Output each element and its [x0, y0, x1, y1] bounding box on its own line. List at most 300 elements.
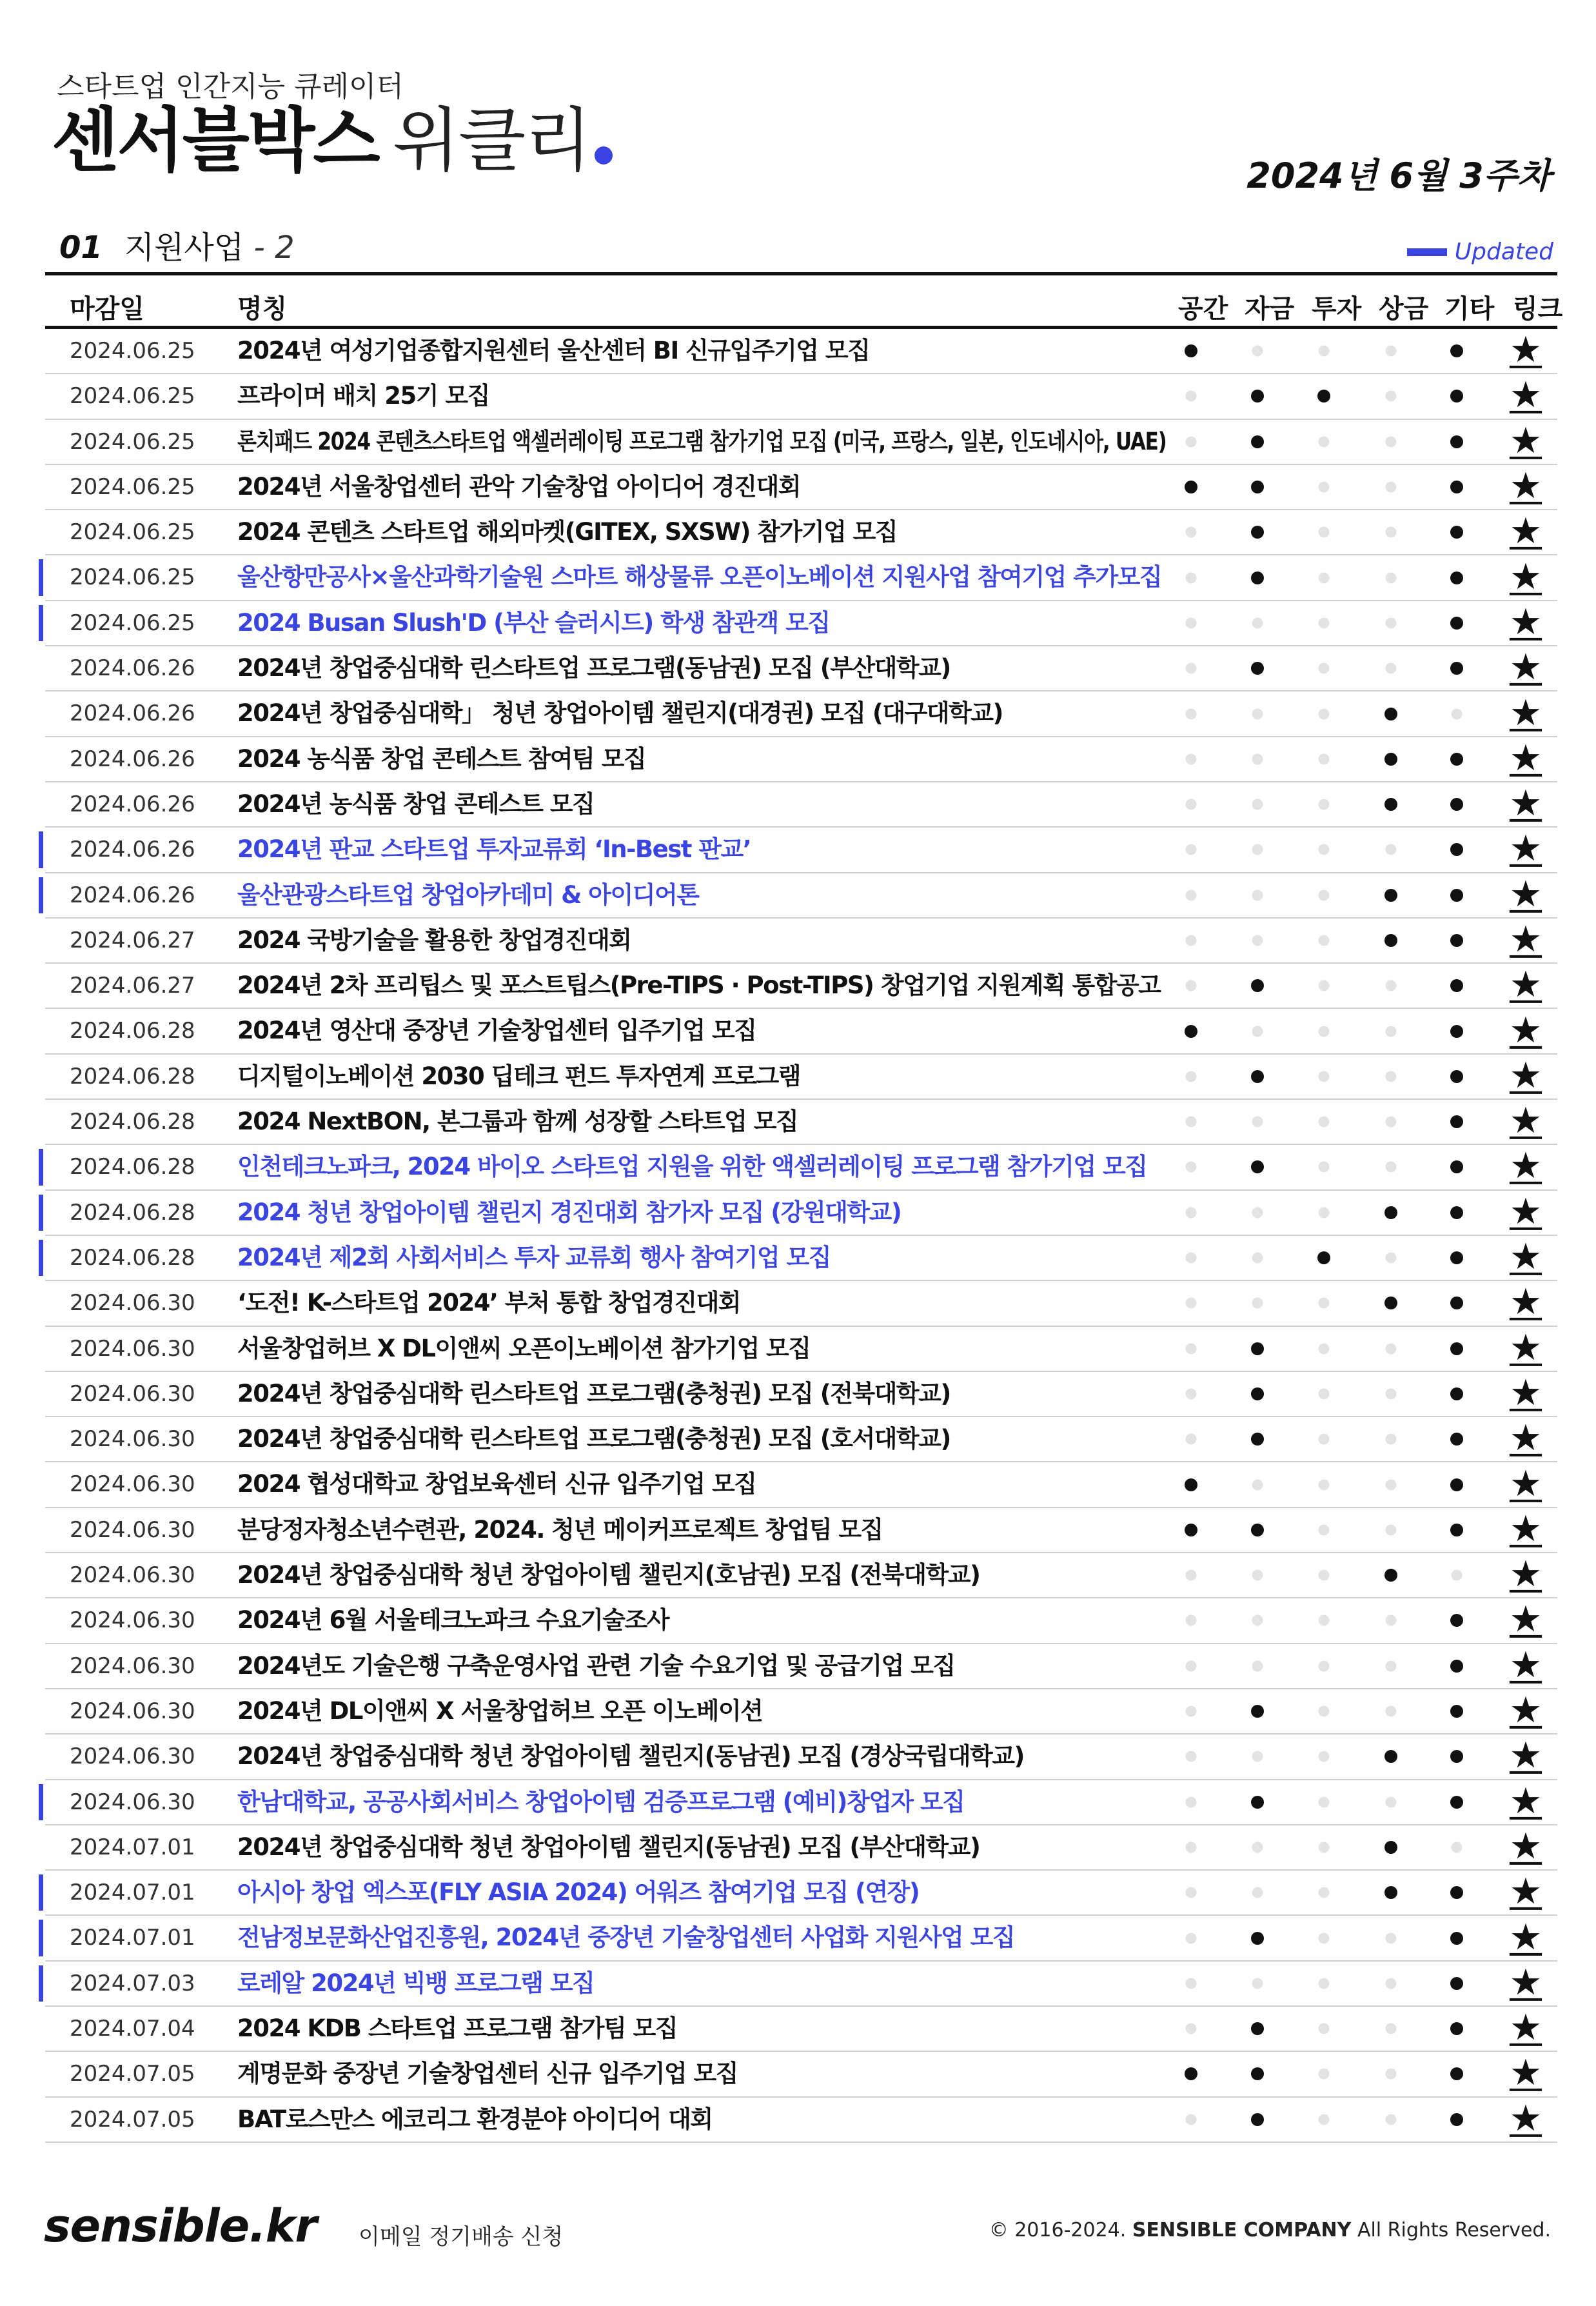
- prize-dot-icon: [1384, 1841, 1397, 1854]
- deadline-date: 2024.06.30: [70, 1380, 195, 1407]
- fund-dot-icon: [1251, 2067, 1264, 2080]
- link-star-icon[interactable]: ★: [1509, 1100, 1542, 1142]
- space-empty-dot-icon: [1186, 1253, 1197, 1264]
- deadline-date: 2024.06.30: [70, 1516, 195, 1543]
- deadline-date: 2024.06.28: [70, 1199, 195, 1226]
- prize-empty-dot-icon: [1386, 1343, 1397, 1354]
- etc-dot-icon: [1450, 1433, 1463, 1446]
- fund-empty-dot-icon: [1252, 753, 1263, 764]
- table-row: [45, 1372, 1557, 1417]
- fund-empty-dot-icon: [1252, 844, 1263, 855]
- program-table: [45, 272, 1563, 2143]
- link-star-icon[interactable]: ★: [1509, 1598, 1542, 1641]
- program-name: 2024 KDB 스타트업 프로그램 참가팀 모집: [237, 2014, 678, 2042]
- program-name: 분당정자청소년수련관, 2024. 청년 메이커프로젝트 창업팀 모집: [237, 1515, 883, 1544]
- space-empty-dot-icon: [1186, 1388, 1197, 1399]
- fund-dot-icon: [1251, 481, 1264, 493]
- table-row: [45, 510, 1557, 555]
- link-star-icon[interactable]: ★: [1509, 1825, 1542, 1867]
- fund-empty-dot-icon: [1252, 1887, 1263, 1898]
- link-star-icon[interactable]: ★: [1509, 555, 1542, 598]
- space-dot-icon: [1185, 2067, 1197, 2080]
- link-star-icon[interactable]: ★: [1509, 1281, 1542, 1324]
- link-star-icon[interactable]: ★: [1509, 1916, 1542, 1958]
- program-name: 2024 콘텐츠 스타트업 해외마켓(GITEX, SXSW) 참가기업 모집: [237, 518, 898, 546]
- prize-empty-dot-icon: [1386, 1117, 1397, 1128]
- deadline-date: 2024.06.30: [70, 1471, 195, 1498]
- deadline-date: 2024.06.25: [70, 610, 195, 636]
- program-name: 계명문화 중장년 기술창업센터 신규 입주기업 모집: [237, 2060, 738, 2088]
- table-row: [45, 1598, 1557, 1644]
- program-name: 전남정보문화산업진흥원, 2024년 중장년 기술창업센터 사업화 지원사업 모집: [237, 1923, 1015, 1952]
- prize-empty-dot-icon: [1386, 527, 1397, 538]
- link-star-icon[interactable]: ★: [1509, 1417, 1542, 1460]
- etc-dot-icon: [1450, 1115, 1463, 1128]
- prize-dot-icon: [1384, 1569, 1397, 1582]
- link-star-icon[interactable]: ★: [1509, 828, 1542, 870]
- invest-empty-dot-icon: [1319, 1796, 1330, 1807]
- deadline-date: 2024.06.26: [70, 746, 195, 772]
- footer-logo[interactable]: sensible.kr: [44, 2200, 317, 2252]
- table-row: [45, 691, 1557, 737]
- link-star-icon[interactable]: ★: [1509, 1054, 1542, 1097]
- deadline-date: 2024.06.25: [70, 383, 195, 410]
- invest-empty-dot-icon: [1319, 844, 1330, 855]
- section-subtitle: - 2: [244, 230, 295, 266]
- fund-empty-dot-icon: [1252, 1207, 1263, 1218]
- prize-empty-dot-icon: [1386, 1524, 1397, 1535]
- deadline-date: 2024.06.28: [70, 1154, 195, 1180]
- link-star-icon[interactable]: ★: [1509, 1644, 1542, 1686]
- link-star-icon[interactable]: ★: [1509, 1235, 1542, 1278]
- etc-dot-icon: [1450, 617, 1463, 630]
- program-name: ‘도전! K-스타트업 2024’ 부처 통합 창업경진대회: [237, 1289, 741, 1317]
- table-row: [45, 1871, 1557, 1916]
- link-star-icon[interactable]: ★: [1509, 329, 1542, 372]
- table-row: [45, 2007, 1557, 2052]
- space-empty-dot-icon: [1186, 436, 1197, 447]
- program-name: 2024 농식품 창업 콘테스트 참여팀 모집: [237, 744, 646, 773]
- deadline-date: 2024.06.26: [70, 837, 195, 863]
- link-star-icon[interactable]: ★: [1509, 1780, 1542, 1822]
- table-row: [45, 1462, 1557, 1507]
- invest-empty-dot-icon: [1319, 1524, 1330, 1535]
- link-star-icon[interactable]: ★: [1509, 1734, 1542, 1777]
- invest-empty-dot-icon: [1319, 2114, 1330, 2125]
- header-etc: 기타: [1444, 294, 1495, 324]
- program-name: 2024년 농식품 창업 콘테스트 모집: [237, 790, 595, 818]
- space-empty-dot-icon: [1186, 1842, 1197, 1853]
- fund-dot-icon: [1251, 979, 1264, 992]
- prize-dot-icon: [1384, 798, 1397, 811]
- link-star-icon[interactable]: ★: [1509, 1689, 1542, 1731]
- link-star-icon[interactable]: ★: [1509, 1009, 1542, 1051]
- fund-empty-dot-icon: [1252, 1117, 1263, 1128]
- deadline-date: 2024.06.27: [70, 973, 195, 999]
- space-empty-dot-icon: [1186, 1660, 1197, 1671]
- program-name: 프라이머 배치 25기 모집: [237, 382, 489, 410]
- prize-empty-dot-icon: [1386, 391, 1397, 402]
- etc-dot-icon: [1450, 526, 1463, 539]
- prize-empty-dot-icon: [1386, 1388, 1397, 1399]
- table-row: [45, 646, 1557, 691]
- invest-empty-dot-icon: [1319, 1978, 1330, 1989]
- link-star-icon[interactable]: ★: [1509, 419, 1542, 462]
- table-row: [45, 1916, 1557, 1961]
- deadline-date: 2024.06.28: [70, 1018, 195, 1044]
- etc-dot-icon: [1450, 979, 1463, 992]
- link-star-icon[interactable]: ★: [1509, 1871, 1542, 1913]
- copyright-prefix: © 2016-2024.: [989, 2219, 1127, 2241]
- fund-empty-dot-icon: [1252, 1298, 1263, 1309]
- space-dot-icon: [1185, 1524, 1197, 1536]
- space-empty-dot-icon: [1186, 2114, 1197, 2125]
- etc-dot-icon: [1450, 390, 1463, 403]
- fund-empty-dot-icon: [1252, 1978, 1263, 1989]
- space-empty-dot-icon: [1186, 1615, 1197, 1626]
- prize-empty-dot-icon: [1386, 2114, 1397, 2125]
- table-row: [45, 1962, 1557, 2007]
- space-empty-dot-icon: [1186, 572, 1197, 583]
- invest-empty-dot-icon: [1319, 1343, 1330, 1354]
- etc-empty-dot-icon: [1452, 1842, 1463, 1853]
- link-star-icon[interactable]: ★: [1509, 918, 1542, 960]
- prize-dot-icon: [1384, 934, 1397, 947]
- invest-empty-dot-icon: [1319, 2023, 1330, 2034]
- table-row: [45, 555, 1557, 601]
- program-name: BAT로스만스 에코리그 환경분야 아이디어 대회: [237, 2105, 713, 2133]
- etc-dot-icon: [1450, 1660, 1463, 1673]
- program-name: 2024년 2차 프리팁스 및 포스트팁스(Pre-TIPS · Post-TIPS) 창업기업 지원계획 통합공고: [237, 971, 1161, 1000]
- prize-empty-dot-icon: [1386, 1978, 1397, 1989]
- link-star-icon[interactable]: ★: [1509, 1507, 1542, 1550]
- table-row: [45, 964, 1557, 1009]
- program-name: 2024년 6월 서울테크노파크 수요기술조사: [237, 1606, 669, 1635]
- etc-dot-icon: [1450, 889, 1463, 902]
- table-row: [45, 1734, 1557, 1780]
- fund-dot-icon: [1251, 435, 1264, 448]
- header-name: 명칭: [237, 294, 288, 324]
- link-star-icon[interactable]: ★: [1509, 691, 1542, 734]
- prize-empty-dot-icon: [1386, 1253, 1397, 1264]
- link-star-icon[interactable]: ★: [1509, 1326, 1542, 1369]
- fund-dot-icon: [1251, 572, 1264, 584]
- link-star-icon[interactable]: ★: [1509, 2007, 1542, 2049]
- space-empty-dot-icon: [1186, 1298, 1197, 1309]
- link-star-icon[interactable]: ★: [1509, 2097, 1542, 2140]
- etc-dot-icon: [1450, 1886, 1463, 1899]
- fund-dot-icon: [1251, 1796, 1264, 1809]
- program-name: 2024년 창업중심대학 청년 창업아이템 챌린지(동남권) 모집 (부산대학교): [237, 1833, 980, 1861]
- etc-dot-icon: [1450, 344, 1463, 357]
- prize-empty-dot-icon: [1386, 1933, 1397, 1943]
- section-heading: [59, 223, 295, 267]
- invest-empty-dot-icon: [1319, 1842, 1330, 1853]
- section-title: 지원사업: [124, 230, 244, 266]
- prize-empty-dot-icon: [1386, 980, 1397, 991]
- deadline-date: 2024.06.28: [70, 1244, 195, 1271]
- program-name: 2024년 여성기업종합지원센터 울산센터 BI 신규입주기업 모집: [237, 337, 870, 364]
- space-empty-dot-icon: [1186, 799, 1197, 810]
- etc-dot-icon: [1450, 2067, 1463, 2080]
- program-name: 한남대학교, 공공사회서비스 창업아이템 검증프로그램 (예비)창업자 모집: [237, 1787, 965, 1816]
- deadline-date: 2024.06.26: [70, 791, 195, 817]
- deadline-date: 2024.06.30: [70, 1653, 195, 1679]
- space-empty-dot-icon: [1186, 1570, 1197, 1581]
- space-empty-dot-icon: [1186, 391, 1197, 402]
- prize-empty-dot-icon: [1386, 1071, 1397, 1082]
- prize-dot-icon: [1384, 753, 1397, 766]
- header-date: 마감일: [70, 294, 144, 324]
- program-name: 2024년 창업중심대학 린스타트업 프로그램(충청권) 모집 (호서대학교): [237, 1425, 951, 1453]
- fund-dot-icon: [1251, 1705, 1264, 1718]
- deadline-date: 2024.07.05: [70, 2106, 195, 2132]
- link-star-icon[interactable]: ★: [1509, 1961, 1542, 2003]
- updated-label: Updated: [1454, 239, 1553, 265]
- fund-empty-dot-icon: [1252, 346, 1263, 357]
- program-name: 2024년 창업중심대학」 청년 창업아이템 챌린지(대경권) 모집 (대구대학교): [237, 699, 1003, 728]
- fund-dot-icon: [1251, 1932, 1264, 1945]
- etc-dot-icon: [1450, 2113, 1463, 2126]
- prize-empty-dot-icon: [1386, 1026, 1397, 1037]
- link-star-icon[interactable]: ★: [1509, 646, 1542, 689]
- brand-title: [52, 101, 613, 181]
- space-empty-dot-icon: [1186, 980, 1197, 991]
- header-prize: 상금: [1379, 294, 1429, 324]
- deadline-date: 2024.06.30: [70, 1744, 195, 1770]
- link-star-icon[interactable]: ★: [1509, 2052, 1542, 2094]
- space-empty-dot-icon: [1186, 1207, 1197, 1218]
- space-empty-dot-icon: [1186, 2023, 1197, 2034]
- link-star-icon[interactable]: ★: [1509, 601, 1542, 643]
- invest-empty-dot-icon: [1319, 1751, 1330, 1762]
- etc-dot-icon: [1450, 1206, 1463, 1219]
- invest-empty-dot-icon: [1319, 617, 1330, 628]
- invest-empty-dot-icon: [1319, 1071, 1330, 1082]
- invest-empty-dot-icon: [1319, 1298, 1330, 1309]
- space-empty-dot-icon: [1186, 753, 1197, 764]
- table-row: [45, 1508, 1557, 1553]
- invest-empty-dot-icon: [1319, 708, 1330, 719]
- fund-empty-dot-icon: [1252, 708, 1263, 719]
- prize-empty-dot-icon: [1386, 617, 1397, 628]
- etc-dot-icon: [1450, 1342, 1463, 1355]
- deadline-date: 2024.06.30: [70, 1335, 195, 1362]
- deadline-date: 2024.06.27: [70, 927, 195, 953]
- etc-dot-icon: [1450, 572, 1463, 584]
- table-row: [45, 828, 1557, 873]
- program-name: 2024 협성대학교 창업보육센터 신규 입주기업 모집: [237, 1470, 756, 1498]
- link-star-icon[interactable]: ★: [1509, 964, 1542, 1006]
- table-row: [45, 1327, 1557, 1372]
- deadline-date: 2024.06.30: [70, 1562, 195, 1589]
- space-dot-icon: [1185, 1025, 1197, 1038]
- header-link: 링크: [1513, 294, 1563, 324]
- space-empty-dot-icon: [1186, 1434, 1197, 1445]
- deadline-date: 2024.07.04: [70, 2015, 195, 2042]
- brand-dot-icon: [595, 146, 613, 164]
- table-row: [45, 1644, 1557, 1689]
- program-name: 2024 Busan Slush'D (부산 슬러시드) 학생 참관객 모집: [237, 608, 830, 637]
- invest-empty-dot-icon: [1319, 663, 1330, 674]
- table-row: [45, 1100, 1557, 1145]
- link-star-icon[interactable]: ★: [1509, 1462, 1542, 1505]
- table-row: [45, 1553, 1557, 1598]
- link-star-icon[interactable]: ★: [1509, 510, 1542, 553]
- etc-dot-icon: [1450, 481, 1463, 493]
- program-name: 디지털이노베이션 2030 딥테크 펀드 투자연계 프로그램: [237, 1062, 800, 1090]
- fund-empty-dot-icon: [1252, 1026, 1263, 1037]
- prize-empty-dot-icon: [1386, 1615, 1397, 1626]
- invest-empty-dot-icon: [1319, 935, 1330, 946]
- space-empty-dot-icon: [1186, 935, 1197, 946]
- header-invest: 투자: [1312, 294, 1362, 324]
- program-name: 2024 NextBON, 본그룹과 함께 성장할 스타트업 모집: [237, 1108, 798, 1136]
- fund-dot-icon: [1251, 2022, 1264, 2035]
- etc-dot-icon: [1450, 662, 1463, 675]
- program-name: 2024년 창업중심대학 청년 창업아이템 챌린지(동남권) 모집 (경상국립대학교): [237, 1742, 1024, 1771]
- invest-empty-dot-icon: [1319, 1162, 1330, 1173]
- etc-dot-icon: [1450, 1297, 1463, 1309]
- space-empty-dot-icon: [1186, 890, 1197, 900]
- program-name: 울산관광스타트업 창업아카데미 & 아이디어톤: [237, 880, 699, 909]
- fund-empty-dot-icon: [1252, 799, 1263, 810]
- etc-dot-icon: [1450, 1932, 1463, 1945]
- prize-empty-dot-icon: [1386, 1796, 1397, 1807]
- link-star-icon[interactable]: ★: [1509, 873, 1542, 915]
- subscribe-link[interactable]: 이메일 정기배송 신청: [359, 2224, 564, 2250]
- header-space: 공간: [1178, 294, 1228, 324]
- deadline-date: 2024.06.30: [70, 1426, 195, 1453]
- invest-empty-dot-icon: [1319, 1887, 1330, 1898]
- deadline-date: 2024.07.01: [70, 1880, 195, 1906]
- etc-empty-dot-icon: [1452, 1570, 1463, 1581]
- table-row: [45, 601, 1557, 646]
- table-row: [45, 1825, 1557, 1871]
- link-star-icon[interactable]: ★: [1509, 1190, 1542, 1233]
- invest-empty-dot-icon: [1319, 1117, 1330, 1128]
- deadline-date: 2024.06.26: [70, 882, 195, 908]
- subtitle: 스타트업 인간지능 큐레이터: [57, 70, 404, 103]
- fund-empty-dot-icon: [1252, 1253, 1263, 1264]
- prize-empty-dot-icon: [1386, 844, 1397, 855]
- program-name: 2024년도 기술은행 구축운영사업 관련 기술 수요기업 및 공급기업 모집: [237, 1651, 955, 1680]
- table-header: [45, 272, 1563, 329]
- link-star-icon[interactable]: ★: [1509, 737, 1542, 779]
- table-row: [45, 1055, 1557, 1100]
- space-empty-dot-icon: [1186, 663, 1197, 674]
- invest-empty-dot-icon: [1319, 1207, 1330, 1218]
- etc-dot-icon: [1450, 1750, 1463, 1763]
- invest-empty-dot-icon: [1319, 346, 1330, 357]
- table-row: [45, 1780, 1557, 1825]
- deadline-date: 2024.06.25: [70, 338, 195, 364]
- prize-empty-dot-icon: [1386, 2023, 1397, 2034]
- fund-empty-dot-icon: [1252, 1615, 1263, 1626]
- table-row: [45, 919, 1557, 964]
- program-name: 로레알 2024년 빅뱅 프로그램 모집: [237, 1969, 595, 1997]
- fund-dot-icon: [1251, 1387, 1264, 1400]
- fund-dot-icon: [1251, 1524, 1264, 1536]
- etc-empty-dot-icon: [1452, 708, 1463, 719]
- copyright: [989, 2219, 1551, 2241]
- etc-dot-icon: [1450, 1614, 1463, 1627]
- fund-empty-dot-icon: [1252, 1660, 1263, 1671]
- space-empty-dot-icon: [1186, 1706, 1197, 1717]
- table-row: [45, 1009, 1557, 1054]
- table-row: [45, 2098, 1557, 2143]
- space-empty-dot-icon: [1186, 708, 1197, 719]
- space-empty-dot-icon: [1186, 617, 1197, 628]
- etc-dot-icon: [1450, 435, 1463, 448]
- program-name: 론치패드 2024 콘텐츠스타트업 액셀러레이팅 프로그램 참가기업 모집 (미국, 프랑스, 일본, 인도네시아, UAE): [237, 427, 1167, 455]
- fund-empty-dot-icon: [1252, 890, 1263, 900]
- prize-dot-icon: [1384, 1206, 1397, 1219]
- prize-empty-dot-icon: [1386, 482, 1397, 493]
- table-row: [45, 1236, 1557, 1281]
- prize-dot-icon: [1384, 708, 1397, 721]
- table-row: [45, 873, 1557, 919]
- space-empty-dot-icon: [1186, 1343, 1197, 1354]
- fund-dot-icon: [1251, 1342, 1264, 1355]
- link-star-icon[interactable]: ★: [1509, 782, 1542, 824]
- prize-empty-dot-icon: [1386, 436, 1397, 447]
- updated-bar-icon: [1407, 248, 1447, 256]
- space-empty-dot-icon: [1186, 1162, 1197, 1173]
- prize-dot-icon: [1384, 889, 1397, 902]
- prize-empty-dot-icon: [1386, 1434, 1397, 1445]
- invest-empty-dot-icon: [1319, 527, 1330, 538]
- prize-empty-dot-icon: [1386, 1162, 1397, 1173]
- table-row: [45, 374, 1557, 419]
- deadline-date: 2024.06.30: [70, 1290, 195, 1317]
- deadline-date: 2024.06.26: [70, 701, 195, 727]
- link-star-icon[interactable]: ★: [1509, 374, 1542, 417]
- fund-dot-icon: [1251, 526, 1264, 539]
- link-star-icon[interactable]: ★: [1509, 1145, 1542, 1188]
- invest-empty-dot-icon: [1319, 436, 1330, 447]
- etc-dot-icon: [1450, 1160, 1463, 1173]
- invest-empty-dot-icon: [1319, 1706, 1330, 1717]
- prize-empty-dot-icon: [1386, 1660, 1397, 1671]
- etc-dot-icon: [1450, 1070, 1463, 1083]
- invest-empty-dot-icon: [1319, 1434, 1330, 1445]
- link-star-icon[interactable]: ★: [1509, 1553, 1542, 1596]
- link-star-icon[interactable]: ★: [1509, 464, 1542, 507]
- invest-empty-dot-icon: [1319, 753, 1330, 764]
- program-name: 2024 국방기술을 활용한 창업경진대회: [237, 926, 631, 954]
- prize-dot-icon: [1384, 1297, 1397, 1309]
- invest-empty-dot-icon: [1319, 1026, 1330, 1037]
- table-row: [45, 2052, 1557, 2097]
- etc-dot-icon: [1450, 1977, 1463, 1990]
- fund-dot-icon: [1251, 2113, 1264, 2126]
- table-row: [45, 737, 1557, 782]
- space-dot-icon: [1185, 1478, 1197, 1491]
- invest-empty-dot-icon: [1319, 1615, 1330, 1626]
- fund-dot-icon: [1251, 1070, 1264, 1083]
- program-name: 2024년 창업중심대학 린스타트업 프로그램(동남권) 모집 (부산대학교): [237, 654, 951, 682]
- link-star-icon[interactable]: ★: [1509, 1371, 1542, 1414]
- space-dot-icon: [1185, 481, 1197, 493]
- program-name: 서울창업허브 X DL이앤씨 오픈이노베이션 참가기업 모집: [237, 1334, 811, 1362]
- table-row: [45, 420, 1557, 465]
- space-empty-dot-icon: [1186, 1796, 1197, 1807]
- program-name: 2024 청년 창업아이템 챌린지 경진대회 참가자 모집 (강원대학교): [237, 1198, 901, 1226]
- prize-empty-dot-icon: [1386, 2069, 1397, 2080]
- etc-dot-icon: [1450, 1524, 1463, 1536]
- invest-empty-dot-icon: [1319, 1660, 1330, 1671]
